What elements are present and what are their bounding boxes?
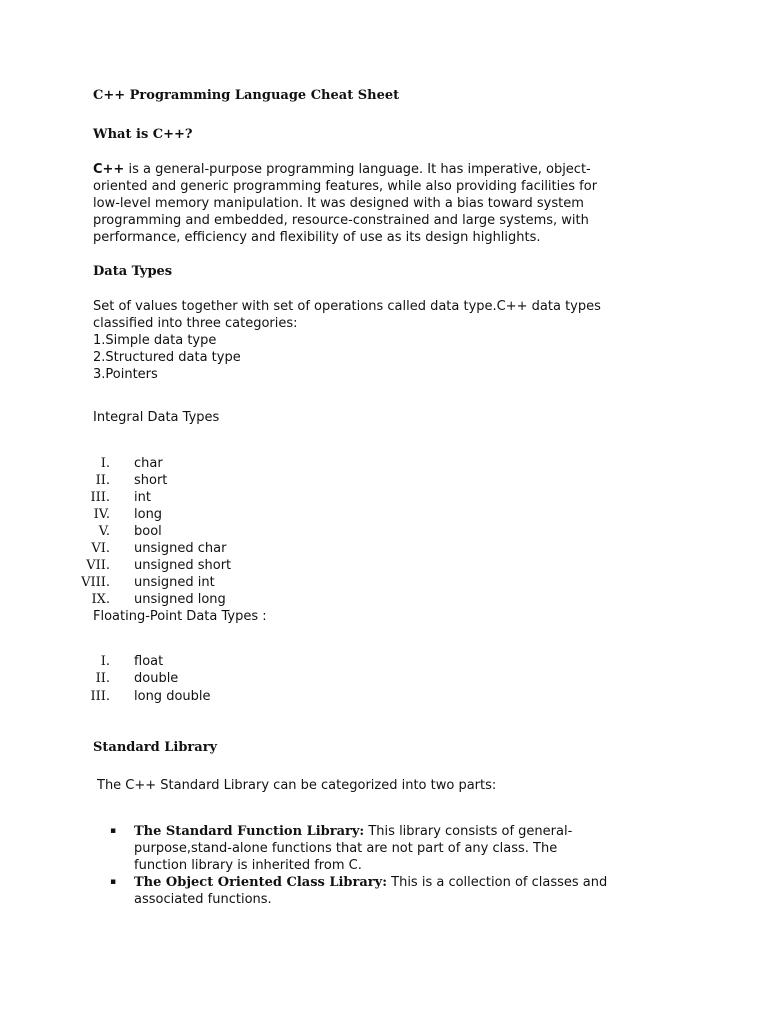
integral-type-item: II. short <box>95 473 168 488</box>
what-is-line-5: performance, efficiency and flexibility of use as its design highlights. <box>93 230 541 245</box>
standard-library-intro: The C++ Standard Library can be categorized into two parts: <box>97 778 497 793</box>
standard-library-heading: Standard Library <box>93 740 218 755</box>
what-is-line-1: C++ is a general-purpose programming language. It has imperative, object- <box>93 162 591 177</box>
floating-type-item: II. double <box>95 671 179 686</box>
category-item: 3.Pointers <box>93 367 158 382</box>
integral-type-item: IX. unsigned long <box>91 592 226 607</box>
bullet-term: The Standard Function Library: <box>134 824 365 839</box>
integral-type-item: IV. long <box>93 507 163 522</box>
what-is-line-3: low-level memory manipulation. It was designed with a bias toward system <box>93 196 584 211</box>
data-types-heading: Data Types <box>93 264 173 279</box>
document-page: C++ Programming Language Cheat Sheet What is C++? C++ is a general-purpose programming language. It has imperative, object- oriented and generic programming features, while also providing facilities for low-level memory manipulation. It was designed with a bias toward system programming and embedded, resource-constrained and large systems, with performance, efficiency and flexibility of use as its design highlights. Data Types Set of values together with set of operations called data type.C++ data types classified into three categories: 1.Simple data type 2.Structured data type 3.Pointers Integral Data Types I. char II. short III. int IV. long V. bool VI. unsigned char VII. unsigned short VIII. unsigned int IX. unsigned long Floating-Point Data Types : I. float II. double III. long double Standard Library The C++ Standard Library can be categorized into two parts: ▪ The Standard Function Library: This library consists of general- purpose,stand-alone functions that are not part of any class. The function library is inherited from C. ▪ The Object Oriented Class Library: This is a collection of classes and associated functions. <box>0 0 768 1024</box>
data-types-intro-line-2: classified into three categories: <box>93 316 298 331</box>
integral-type-item: VII. unsigned short <box>86 558 232 573</box>
category-item: 1.Simple data type <box>93 333 217 348</box>
bullet-icon: ▪ <box>110 826 117 836</box>
floating-type-item: I. float <box>100 654 164 669</box>
document-title: C++ Programming Language Cheat Sheet <box>93 88 400 103</box>
what-is-heading: What is C++? <box>93 127 193 142</box>
integral-type-item: VI. unsigned char <box>91 541 227 556</box>
floating-type-item: III. long double <box>90 689 211 704</box>
bullet-term: The Object Oriented Class Library: <box>134 875 387 890</box>
what-is-line-4: programming and embedded, resource-constrained and large systems, with <box>93 213 589 228</box>
integral-types-heading: Integral Data Types <box>93 410 220 425</box>
integral-type-item: V. bool <box>98 524 162 539</box>
what-is-paragraph <box>93 161 693 246</box>
integral-type-item: III. int <box>90 490 151 505</box>
integral-type-item: VIII. unsigned int <box>81 575 215 590</box>
what-is-line-2: oriented and generic programming features, while also providing facilities for <box>93 179 598 194</box>
integral-type-item: I. char <box>100 456 163 471</box>
bullet-icon: ▪ <box>110 877 117 887</box>
data-types-intro-line-1: Set of values together with set of operations called data type.C++ data types <box>93 299 601 314</box>
category-item: 2.Structured data type <box>93 350 241 365</box>
floating-types-heading: Floating-Point Data Types : <box>93 609 267 624</box>
data-types-intro <box>93 298 693 383</box>
cpp-term: C++ <box>93 162 125 177</box>
